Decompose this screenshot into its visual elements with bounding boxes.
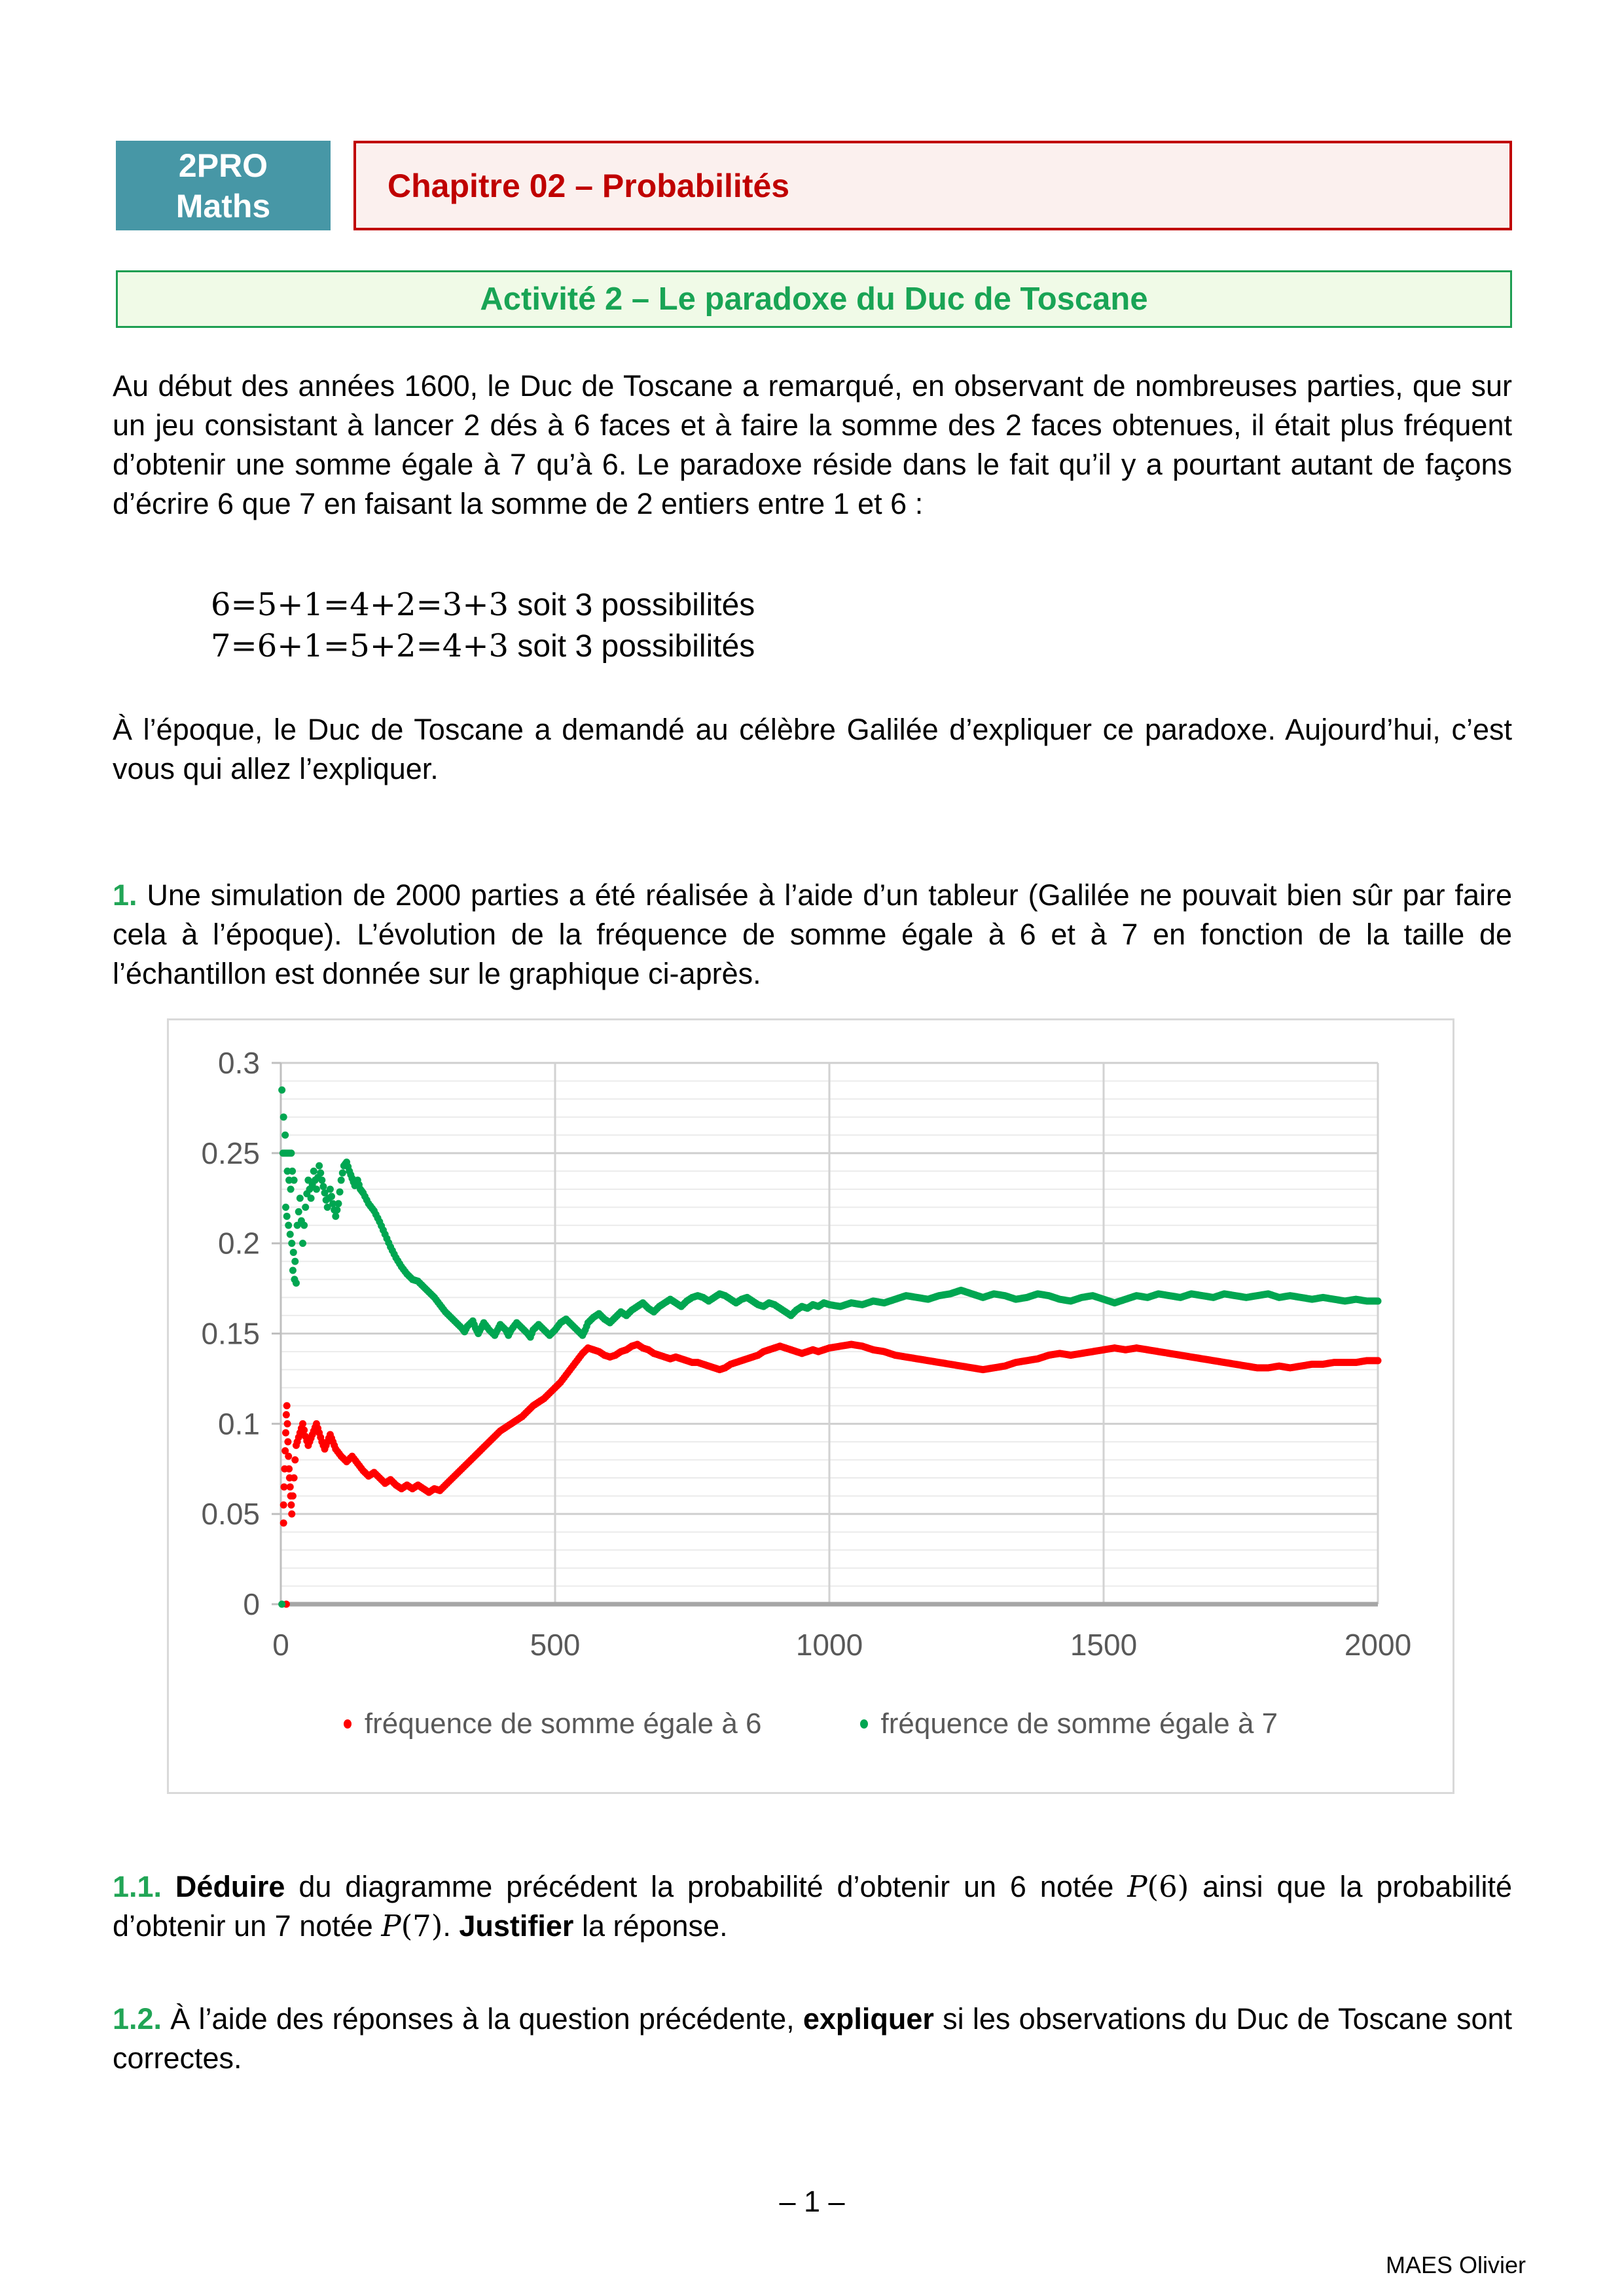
data-point [287,1501,295,1509]
data-point [308,1194,315,1202]
y-tick-label: 0.1 [218,1407,260,1441]
data-point [288,1240,295,1247]
data-point [281,1132,289,1139]
data-point [295,1208,302,1215]
question-number: 1.1. [113,1870,162,1903]
data-point [287,1149,295,1157]
text-segment: la réponse. [573,1909,728,1943]
data-point [283,1213,291,1220]
text-segment: (7) [401,1909,443,1943]
data-point [334,1200,342,1208]
data-point [288,1511,295,1518]
data-point [278,1086,285,1094]
data-point [280,1519,287,1526]
equation-line-6 [211,584,755,626]
data-point [333,1206,340,1213]
author-name: MAES Olivier [1385,2251,1526,2278]
data-point [327,1185,334,1193]
x-tick-label: 500 [530,1628,581,1662]
data-point [280,1113,287,1121]
data-point [290,1249,297,1256]
question-1 [113,876,1512,994]
text-segment: À l’aide des réponses à la question précédente, [162,2002,803,2036]
data-point [282,1429,289,1437]
data-point [287,1483,294,1490]
data-point [293,1280,300,1287]
x-tick-label: 1000 [795,1628,863,1662]
legend-marker-dot [344,1719,352,1729]
data-point [284,1420,291,1427]
data-point [313,1185,320,1193]
data-point [299,1240,306,1247]
data-point [300,1222,308,1229]
badge-line1: 2PRO [178,147,268,184]
legend-marker-dot [860,1719,868,1729]
x-tick-label: 0 [272,1628,289,1662]
legend-item [860,1708,1278,1740]
text-segment: si les observations du Duc de Toscane sont correctes. [113,2002,1512,2075]
intro-paragraph: Au début des années 1600, le Duc de Toscane a remarqué, en observant de nombreuses parties, que sur un jeu consistant à lancer 2 dés à 6 faces et à faire la somme des 2 faces obtenues, il était plus fréquent d’obtenir une somme égale à 7 qu’à 6. Le paradoxe réside dans le fait qu’il y a pourtant autant de façons d’écrire 6 que 7 en faisant la somme de 2 entiers entre 1 et 6 : [113,369,1512,520]
data-point [283,1402,291,1409]
data-point [285,1222,292,1229]
data-point [336,1189,344,1196]
question-1-1 [113,1867,1512,1946]
question-number: 1. [113,878,137,912]
frequency-chart [167,1018,1454,1794]
text-segment: Déduire [175,1870,285,1903]
text-segment: Justifier [459,1909,574,1943]
question-number: 1.2. [113,2002,162,2036]
text-segment: Une simulation de 2000 parties a été réalisée à l’aide d’un tableur (Galilée ne pouvait bien sûr par faire cela à l’époque). L’évolution de la fréquence de somme égale à 6 et à 7 en fonction de la taille de l’échantillon est donnée sur le graphique ci-après. [113,878,1512,990]
question-1-2 [113,2000,1512,2078]
data-point [310,1168,317,1175]
chapter-title: Chapitre 02 – Probabilités [388,167,790,204]
text-segment: soit 3 possibilités [509,588,755,622]
context-paragraph: À l’époque, le Duc de Toscane a demandé au célèbre Galilée d’expliquer ce paradoxe. Aujourd’hui, c’est vous qui allez l’expliquer. [113,713,1512,785]
text-segment: 7=6+1=5+2=4+3 [211,628,509,664]
data-point [282,1204,289,1211]
data-point [319,1183,327,1190]
data-point [299,1420,306,1427]
data-point [287,1230,294,1238]
data-point [297,1194,304,1202]
y-tick-label: 0.3 [218,1046,260,1080]
frequency-chart-svg [169,1020,1453,1792]
text-segment: expliquer [803,2002,934,2036]
data-point [291,1475,298,1482]
text-segment [162,1870,175,1903]
data-point [291,1177,298,1184]
data-point [289,1168,296,1175]
data-point [302,1204,309,1211]
equations-block [211,584,755,667]
data-point [316,1162,323,1170]
data-point [332,1213,339,1220]
data-point [1375,1357,1382,1364]
text-segment: . [442,1909,460,1943]
text-segment: ainsi que la probabilité d’obtenir un 7 notée [113,1870,1512,1943]
y-tick-label: 0 [243,1587,260,1621]
text-segment: du diagramme précédent la probabilité d’obtenir un 6 notée [285,1870,1128,1903]
legend-item [344,1708,762,1740]
text-segment: 6=5+1=4+2=3+3 [211,586,509,623]
data-point [285,1452,292,1460]
y-tick-label: 0.05 [201,1497,260,1532]
data-point [283,1411,290,1418]
data-point [280,1501,287,1509]
data-point [317,1170,324,1177]
data-point [289,1267,297,1274]
text-segment: soit 3 possibilités [509,629,755,664]
y-tick-label: 0.15 [201,1316,260,1351]
data-point [338,1177,345,1184]
text-segment: (6) [1147,1869,1189,1904]
legend-label: fréquence de somme égale à 6 [364,1708,762,1740]
legend-label: fréquence de somme égale à 7 [880,1708,1278,1740]
text-segment: P [381,1909,401,1943]
badge-line2: Maths [175,187,271,224]
chapter-title-box [353,141,1512,230]
activity-banner [116,270,1512,328]
data-point [300,1426,308,1433]
data-point [339,1170,346,1177]
equation-line-7 [211,626,755,667]
data-point [318,1177,325,1184]
chart-legend [169,1695,1453,1753]
page-header [116,141,1512,230]
page-number: – 1 – [779,2185,845,2218]
data-point [291,1456,298,1463]
data-point [1375,1297,1382,1304]
data-point [287,1185,295,1193]
text-segment: P [1127,1869,1147,1904]
y-tick-label: 0.2 [218,1226,260,1261]
data-point [291,1258,298,1265]
data-point [278,1601,285,1608]
data-point [328,1193,335,1200]
course-badge [116,141,331,230]
x-tick-label: 1500 [1070,1628,1138,1662]
y-tick-label: 0.25 [201,1136,260,1170]
data-point [289,1492,297,1499]
data-point [284,1438,291,1445]
x-tick-label: 2000 [1344,1628,1412,1662]
activity-title: Activité 2 – Le paradoxe du Duc de Toscane [480,281,1148,317]
data-point [285,1465,293,1473]
